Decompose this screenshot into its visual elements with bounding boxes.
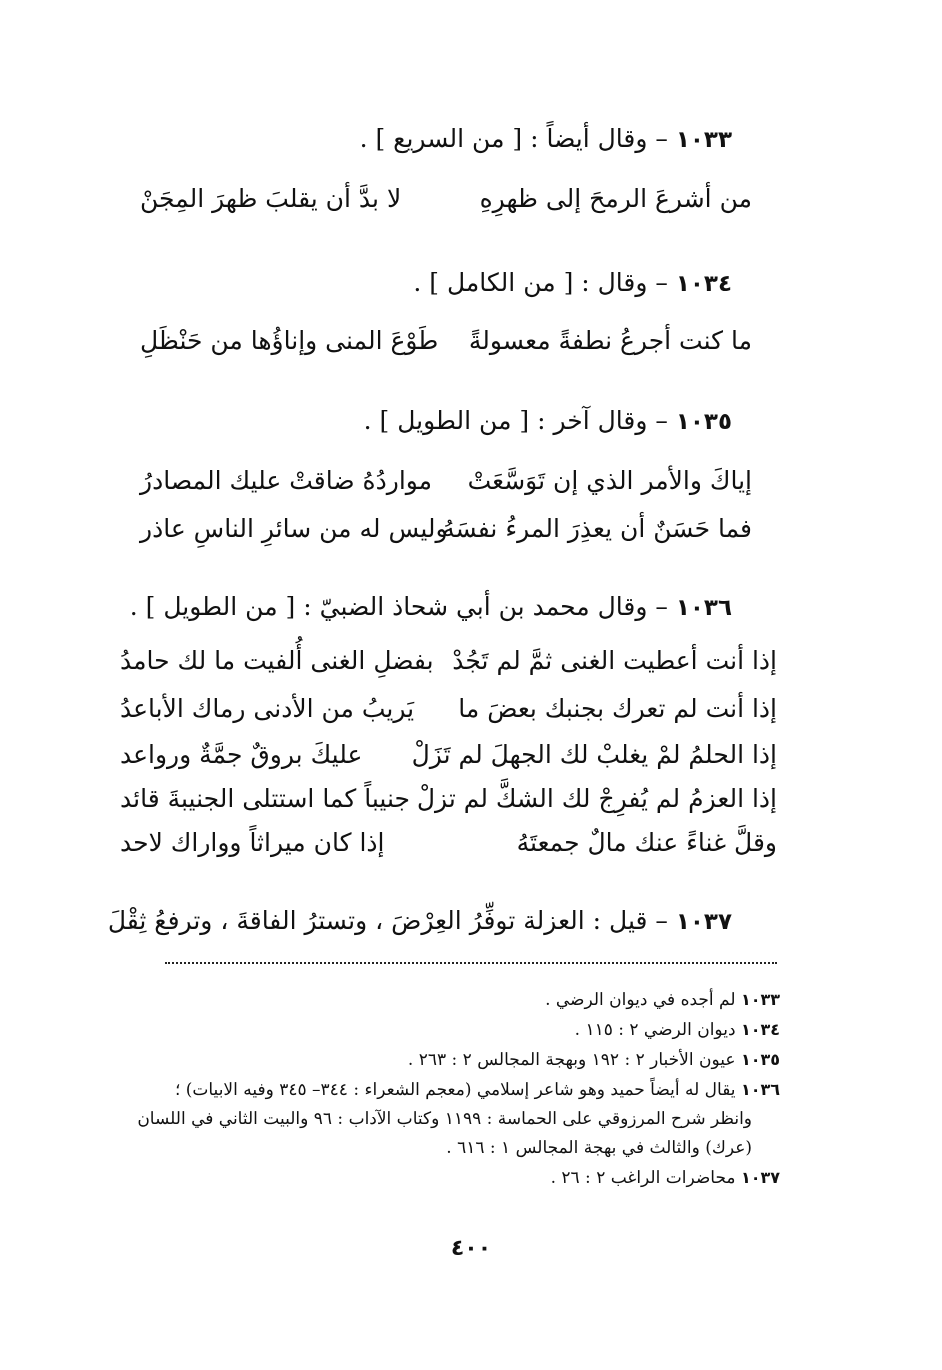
verse-line [0,324,942,358]
verse-second-hemistich: عليكَ بروقٌ جمَّةٌ ورواعد [120,740,363,769]
footnote-number: ١٠٣٤ [740,1020,780,1039]
prose-text: – قيل : العزلة توفِّرُ العِرْضَ ، وتسترُ الفاقةَ ، وترفعُ ثِقْلَ [107,906,668,935]
entry-number: ١٠٣٦ [675,595,732,621]
footnote-text: محاضرات الراغب ٢ : ٢٦ . [550,1168,736,1188]
footnote-number: ١٠٣٦ [740,1080,780,1099]
entry-heading [130,590,732,625]
entry-intro: – وقال أيضاً : [ من السريع ] . [359,124,668,153]
verse-line [0,826,942,860]
verse-first-hemistich: إذا أنت لم تعرك بجنبك بعضَ ما [458,694,777,723]
verse-first-hemistich: إذا العزمُ لم يُفرِجْ لك الشكَّ لم تزلْ [416,784,777,813]
footnote-continuation: (عرك) والثالث في بهجة المجالس ١ : ٦١٦ . [446,1138,752,1158]
verse-second-hemistich: لا بدَّ أن يقلبَ ظهرَ المِجَنْ [140,184,402,213]
verse-first-hemistich: وقلَّ غناءً عنك مالٌ جمعتَهُ [516,828,777,857]
footnote-divider [165,962,777,964]
entry-number: ١٠٣٤ [675,271,732,297]
verse-second-hemistich: بفضلِ الغنى أُلفيت ما لك حامدُ [120,646,434,675]
entry-heading [360,122,732,157]
verse-line [0,182,942,216]
verse-first-hemistich: إياكَ والأمر الذي إن تَوَسَّعَتْ [467,466,752,495]
verse-first-hemistich: إذا الحلمُ لمْ يغلبْ لك الجهلَ لم تَزَلْ [411,740,777,769]
entry-heading [413,266,732,301]
verse-first-hemistich: فما حَسَنٌ أن يعذِرَ المرءُ نفسَهُ [442,514,752,543]
verse-line [0,464,942,498]
page-number: ٤٠٠ [450,1236,492,1261]
entry-number: ١٠٣٥ [675,409,732,435]
verse-line [0,738,942,772]
footnotes [137,985,780,1193]
footnote [140,1015,780,1045]
footnote [140,985,780,1015]
footnote-number: ١٠٣٣ [740,990,780,1009]
footnote [140,1075,780,1105]
footnote [140,1045,780,1075]
verse-second-hemistich: يَريبُ من الأدنى رماك الأباعدُ [120,694,415,723]
verse-second-hemistich: مواردُهُ ضاقتْ عليك المصادرُ [140,466,433,495]
entry-number: ١٠٣٣ [675,127,732,153]
footnote-text: ديوان الرضي ٢ : ١١٥ . [574,1020,736,1040]
verse-line [0,692,942,726]
entry-heading [364,404,732,439]
verse-line [0,644,942,678]
entry-intro: – وقال محمد بن أبي شحاذ الضبيّ : [ من الطويل ] . [129,592,668,621]
prose-entry [108,904,732,939]
entry-intro: – وقال آخر : [ من الطويل ] . [363,406,668,435]
verse-second-hemistich: إذا كان ميراثاً وواراك لاحد [120,828,385,857]
footnote-continuation: وانظر شرح المرزوقي على الحماسة : ١١٩٩ وكتاب الآداب : ٩٦ والبيت الثاني في اللسان [137,1109,752,1129]
verse-line [0,512,942,546]
footnote-text: يقال له أيضاً حميد وهو شاعر إسلامي (معجم الشعراء : ٣٤٤– ٣٤٥ وفيه الابيات) ؛ [174,1080,736,1100]
verse-first-hemistich: ما كنت أجرعُ نطفةً معسولةً [468,326,752,355]
entry-intro: – وقال : [ من الكامل ] . [413,268,668,297]
footnote-number: ١٠٣٧ [740,1168,780,1187]
verse-second-hemistich: جنيباً كما استتلى الجنيبةَ قائد [120,784,410,813]
verse-first-hemistich: من أشرعَ الرمحَ إلى ظهرِهِ [479,184,752,213]
footnote [140,1163,780,1193]
verse-second-hemistich: طَوْعَ المنى وإناؤُها من حَنْظَلِ [140,326,439,355]
verse-first-hemistich: إذا أنت أعطيت الغنى ثمَّ لم تَجُدْ [452,646,777,675]
entry-number: ١٠٣٧ [675,909,732,935]
verse-second-hemistich: وليس له من سائرِ الناسِ عاذر [140,514,448,543]
verse-line [0,782,942,816]
footnote-number: ١٠٣٥ [740,1050,780,1069]
footnote-text: لم أجده في ديوان الرضي . [545,990,736,1010]
footnote-text: عيون الأخبار ٢ : ١٩٢ وبهجة المجالس ٢ : ٢٦٣ . [407,1050,736,1070]
